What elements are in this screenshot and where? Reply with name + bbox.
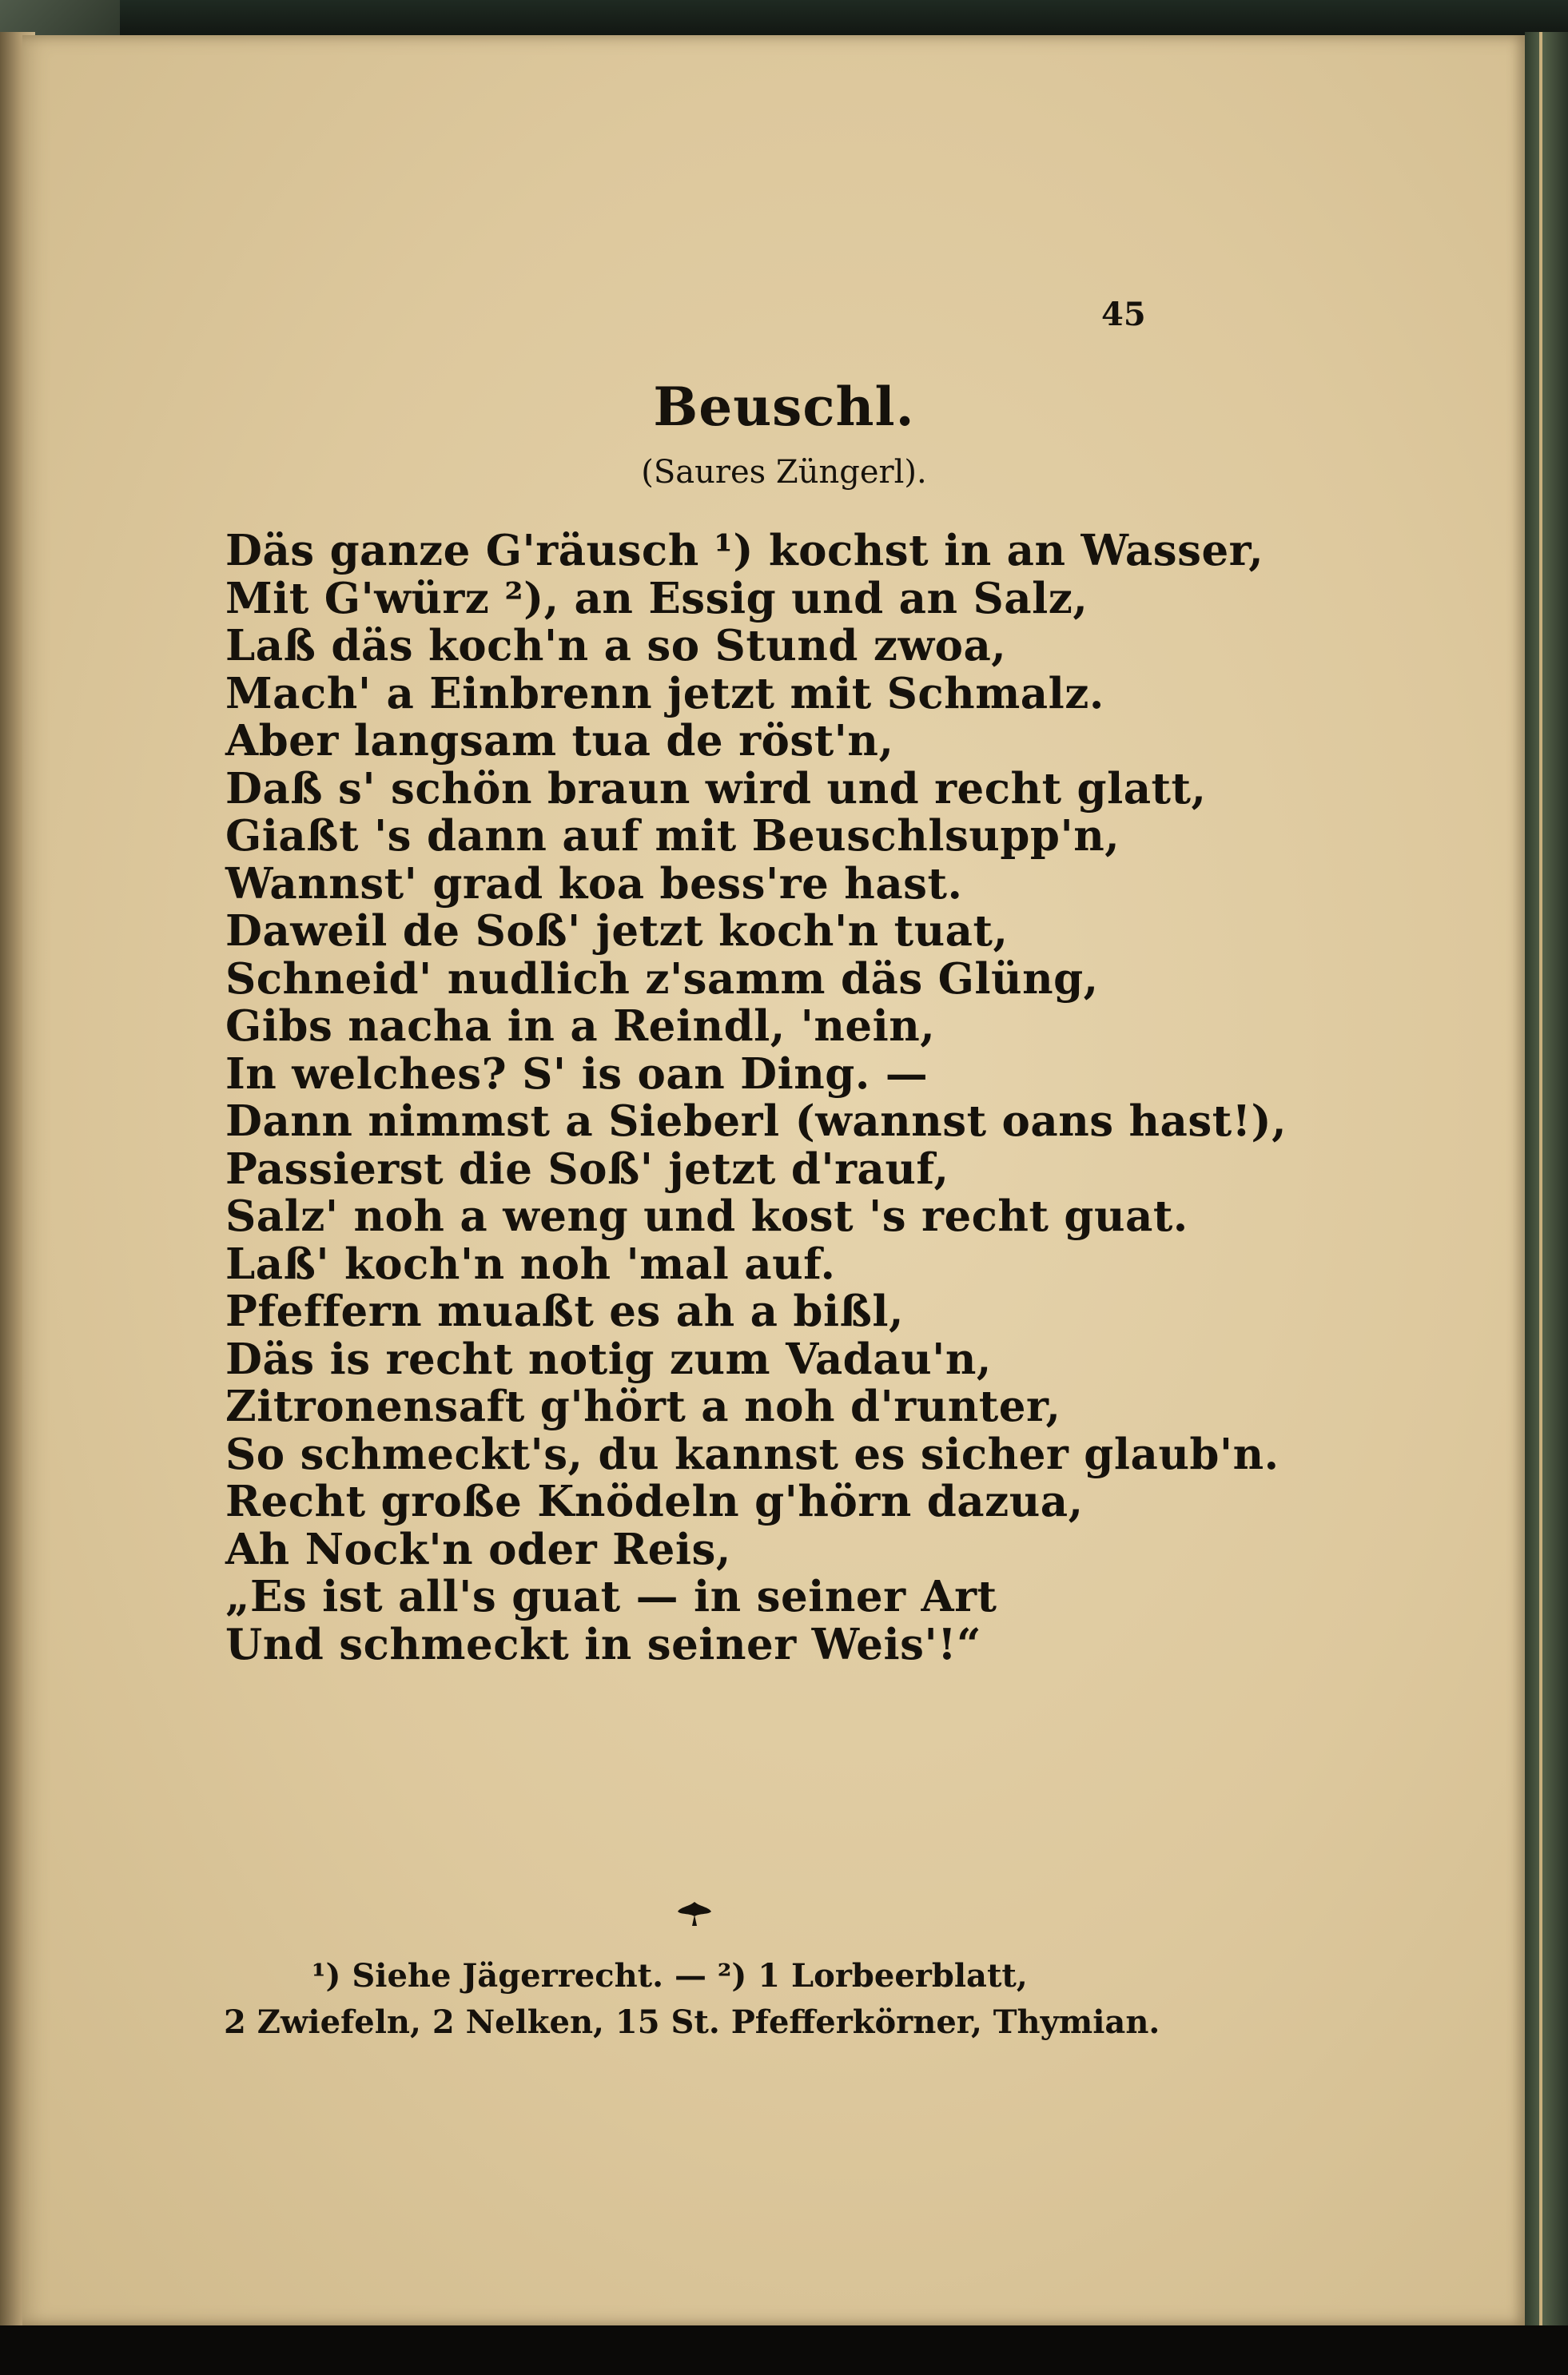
- poem-line: Passierst die Soß' jetzt d'rauf,: [225, 1144, 949, 1194]
- poem-line: Schneid' nudlich z'samm däs Glüng,: [225, 953, 1099, 1004]
- page-number: 45: [1101, 296, 1146, 333]
- poem-line: Daß s' schön braun wird und recht glatt,: [225, 763, 1207, 814]
- poem-title: Beuschl.: [653, 376, 915, 438]
- footnotes: [224, 1953, 1160, 2046]
- poem-line: Wannst' grad koa bess're hast.: [225, 858, 963, 909]
- poem-line: Und schmeckt in seiner Weis'!“: [225, 1619, 981, 1669]
- poem-body: [225, 526, 1287, 1669]
- footnote-line: ¹) Siehe Jägerrecht. — ²) 1 Lorbeerblatt,: [312, 1957, 1028, 1995]
- footnote-line: 2 Zwiefeln, 2 Nelken, 15 St. Pfefferkörner, Thymian.: [224, 2003, 1160, 2041]
- poem-line: Laß' koch'n noh 'mal auf.: [225, 1239, 836, 1289]
- poem-line: Däs is recht notig zum Vadau'n,: [225, 1334, 992, 1384]
- scan-top-border: [0, 0, 1568, 40]
- poem-line: Dann nimmst a Sieberl (wannst oans hast!),: [225, 1096, 1287, 1146]
- poem-line: Recht große Knödeln g'hörn dazua,: [225, 1477, 1084, 1526]
- poem-line: Aber langsam tua de röst'n,: [225, 716, 894, 766]
- scan-bottom-border: [0, 2325, 1568, 2375]
- poem-line: Daweil de Soß' jetzt koch'n tuat,: [225, 906, 1009, 956]
- poem-line: Mit G'würz ²), an Essig und an Salz,: [225, 573, 1088, 623]
- poem-line: Giaßt 's dann auf mit Beuschlsupp'n,: [225, 811, 1120, 861]
- poem-line: Laß däs koch'n a so Stund zwoa,: [225, 621, 1007, 670]
- poem-line: In welches? S' is oan Ding. —: [225, 1048, 929, 1099]
- poem-line: Mach' a Einbrenn jetzt mit Schmalz.: [225, 668, 1104, 718]
- poem-line: Däs ganze G'räusch ¹) kochst in an Wasser,: [225, 526, 1264, 575]
- poem-line: Ah Nock'n oder Reis,: [225, 1524, 731, 1574]
- poem-line: Pfeffern muaßt es ah a bißl,: [225, 1287, 904, 1336]
- poem-line: So schmeckt's, du kannst es sicher glaub'n.: [225, 1429, 1279, 1479]
- poem-subtitle: (Saures Züngerl).: [641, 454, 927, 491]
- poem-line: Gibs nacha in a Reindl, 'nein,: [225, 1001, 936, 1051]
- fleuron-ornament-icon: [676, 1900, 713, 1927]
- poem-line: Zitronensaft g'hört a noh d'runter,: [225, 1382, 1061, 1431]
- poem-line: „Es ist all's guat — in seiner Art: [225, 1572, 997, 1621]
- poem-line: Salz' noh a weng und kost 's recht guat.: [225, 1191, 1188, 1241]
